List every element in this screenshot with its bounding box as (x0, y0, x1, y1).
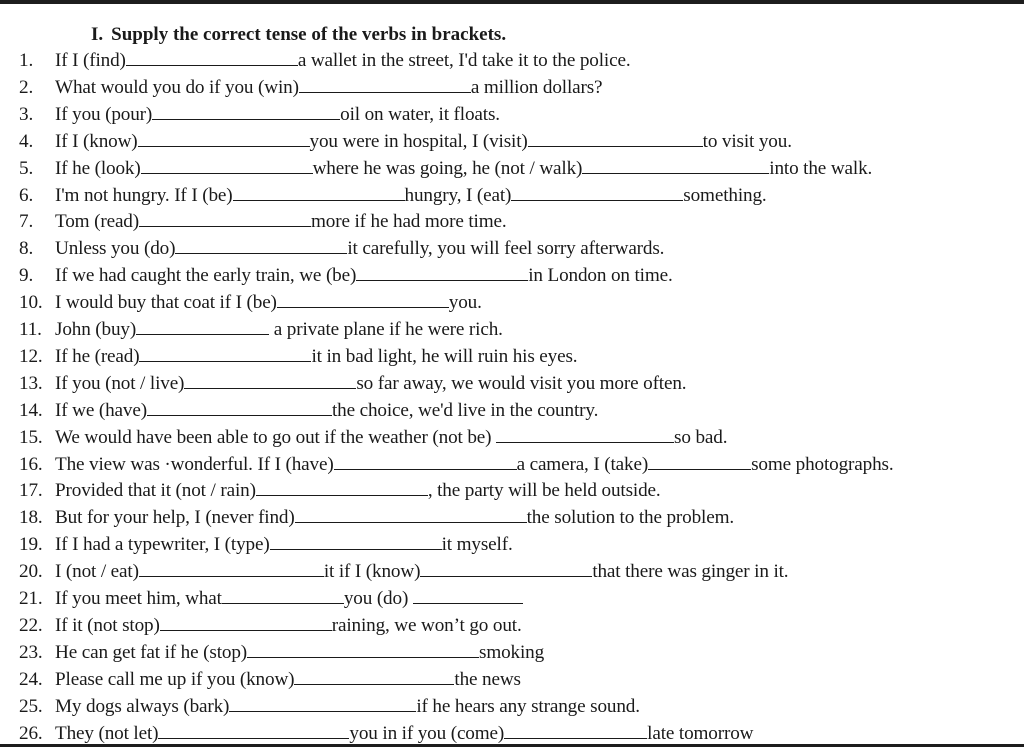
sentence-text: the solution to the problem. (526, 507, 734, 529)
answer-blank[interactable] (233, 185, 405, 201)
answer-blank[interactable] (511, 185, 683, 201)
item-number: 11. (19, 319, 42, 340)
answer-blank[interactable] (175, 238, 347, 254)
sentence-text: a wallet in the street, I'd take it to the police. (297, 50, 631, 71)
sentence-text: If you (not / live) (55, 372, 185, 394)
sentence-text: that there was ginger in it. (592, 561, 789, 583)
sentence-text: more if he had more time. (311, 211, 507, 233)
item-number: 7. (19, 211, 34, 233)
sentence-text: you. (448, 292, 482, 314)
sentence-text: where he was going, he (not / walk) (312, 157, 583, 179)
item-sentence (55, 561, 788, 583)
sentence-text: so far away, we would visit you more often. (356, 372, 687, 394)
sentence-text: it myself. (441, 534, 513, 556)
item-sentence (55, 615, 522, 637)
answer-blank[interactable] (294, 669, 454, 685)
sentence-text: you in if you (come) (349, 722, 505, 744)
sentence-text: in London on time. (528, 265, 673, 287)
answer-blank[interactable] (147, 400, 332, 416)
item-sentence (55, 373, 686, 395)
answer-blank[interactable] (295, 507, 527, 523)
sentence-text: a private plane if he were rich. (269, 319, 503, 340)
sentence-text: What would you do if you (win) (55, 76, 299, 98)
sentence-text: Unless you (do) (55, 238, 176, 260)
answer-blank[interactable] (413, 588, 523, 604)
answer-blank[interactable] (136, 319, 269, 335)
sentence-text: If I (know) (55, 130, 138, 152)
sentence-text: you (do) (343, 588, 413, 609)
item-number: 1. (19, 50, 34, 71)
sentence-text: The view was ·wonderful. If I (have) (55, 453, 334, 475)
item-number: 2. (19, 76, 34, 98)
item-sentence (55, 50, 631, 72)
item-sentence (55, 723, 753, 745)
item-sentence (55, 346, 577, 368)
sentence-text: it if I (know) (323, 561, 421, 583)
answer-blank[interactable] (126, 50, 298, 66)
answer-blank[interactable] (141, 158, 313, 174)
item-sentence (55, 400, 598, 422)
item-number: 12. (19, 345, 43, 367)
item-number: 13. (19, 372, 43, 394)
sentence-text: so bad. (674, 426, 728, 448)
sentence-text: some photographs. (751, 453, 894, 475)
answer-blank[interactable] (160, 615, 332, 631)
item-number: 21. (19, 588, 43, 609)
sentence-text: hungry, I (eat) (404, 184, 512, 206)
item-sentence (55, 104, 500, 126)
item-sentence (55, 131, 792, 153)
sentence-text: My dogs always (bark) (55, 695, 230, 717)
sentence-text: the choice, we'd live in the country. (331, 399, 599, 421)
item-number: 16. (19, 453, 43, 475)
sentence-text: into the walk. (769, 157, 873, 179)
sentence-text: Tom (read) (55, 211, 139, 233)
item-sentence (55, 588, 523, 610)
item-number: 24. (19, 668, 43, 690)
answer-blank[interactable] (158, 723, 349, 739)
sentence-text: John (buy) (55, 319, 137, 340)
sentence-text: I (not / eat) (55, 561, 139, 583)
answer-blank[interactable] (247, 642, 479, 658)
item-number: 25. (19, 695, 43, 717)
sentence-text: He can get fat if he (stop) (55, 641, 248, 663)
sentence-text: If I (find) (55, 50, 126, 71)
item-sentence (55, 669, 521, 691)
item-number: 20. (19, 561, 43, 583)
worksheet-title (91, 24, 506, 46)
answer-blank[interactable] (356, 265, 528, 281)
answer-blank[interactable] (222, 588, 344, 604)
item-sentence (55, 292, 482, 314)
answer-blank[interactable] (184, 373, 356, 389)
section-number: I. (91, 24, 104, 45)
item-sentence (55, 238, 664, 260)
sentence-text: I'm not hungry. If I (be) (55, 184, 233, 206)
item-sentence (55, 158, 872, 180)
sentence-text: They (not let) (55, 722, 159, 744)
sentence-text: raining, we won’t go out. (331, 614, 522, 636)
item-number: 9. (19, 265, 34, 287)
item-number: 10. (19, 292, 43, 314)
answer-blank[interactable] (582, 158, 769, 174)
item-number: 17. (19, 480, 43, 502)
sentence-text: If he (look) (55, 157, 141, 179)
sentence-text: late tomorrow (647, 722, 754, 744)
item-sentence (55, 211, 507, 233)
item-sentence (55, 265, 673, 287)
item-number: 22. (19, 614, 43, 636)
sentence-text: If you (pour) (55, 103, 153, 125)
item-number: 15. (19, 426, 43, 448)
answer-blank[interactable] (277, 292, 449, 308)
answer-blank[interactable] (528, 131, 703, 147)
answer-blank[interactable] (334, 454, 517, 470)
answer-blank[interactable] (139, 211, 311, 227)
item-number: 8. (19, 238, 34, 260)
answer-blank[interactable] (504, 723, 647, 739)
sentence-text: If you meet him, what (55, 588, 222, 609)
sentence-text: , the party will be held outside. (427, 480, 661, 502)
sentence-text: If we (have) (55, 399, 147, 421)
sentence-text: you were in hospital, I (visit) (309, 130, 528, 152)
item-sentence (55, 454, 893, 476)
answer-blank[interactable] (139, 346, 311, 362)
item-number: 5. (19, 157, 34, 179)
sentence-text: it in bad light, he will ruin his eyes. (311, 345, 578, 367)
sentence-text: If we had caught the early train, we (be) (55, 265, 357, 287)
sentence-text: Provided that it (not / rain) (55, 480, 256, 502)
sentence-text: But for your help, I (never find) (55, 507, 295, 529)
answer-blank[interactable] (138, 131, 310, 147)
item-sentence (55, 696, 640, 718)
top-border (0, 0, 1024, 4)
item-sentence (55, 427, 727, 449)
item-sentence (55, 185, 767, 207)
sentence-text: the news (454, 668, 521, 690)
sentence-text: If he (read) (55, 345, 140, 367)
item-number: 19. (19, 534, 43, 556)
item-sentence (55, 507, 734, 529)
item-number: 14. (19, 399, 43, 421)
sentence-text: I would buy that coat if I (be) (55, 292, 277, 314)
sentence-text: oil on water, it floats. (340, 103, 500, 125)
answer-blank[interactable] (270, 534, 442, 550)
item-number: 23. (19, 641, 43, 663)
answer-blank[interactable] (496, 427, 674, 443)
item-sentence (55, 319, 503, 341)
answer-blank[interactable] (648, 454, 751, 470)
item-sentence (55, 480, 661, 502)
answer-blank[interactable] (420, 561, 592, 577)
answer-blank[interactable] (299, 77, 471, 93)
item-sentence (55, 534, 513, 556)
item-sentence (55, 77, 602, 99)
item-sentence (55, 642, 544, 664)
answer-blank[interactable] (256, 480, 428, 496)
answer-blank[interactable] (229, 696, 416, 712)
sentence-text: a million dollars? (470, 76, 603, 98)
item-number: 26. (19, 722, 43, 744)
instruction-text: Supply the correct tense of the verbs in brackets. (111, 24, 507, 45)
answer-blank[interactable] (152, 104, 340, 120)
sentence-text: We would have been able to go out if the weather (not be) (55, 426, 497, 448)
sentence-text: it carefully, you will feel sorry afterwards. (347, 238, 665, 260)
item-number: 6. (19, 184, 34, 206)
sentence-text: a camera, I (take) (516, 453, 649, 475)
item-number: 3. (19, 103, 34, 125)
sentence-text: if he hears any strange sound. (416, 695, 640, 717)
item-number: 18. (19, 507, 43, 529)
answer-blank[interactable] (139, 561, 324, 577)
sentence-text: Please call me up if you (know) (55, 668, 295, 690)
sentence-text: to visit you. (702, 130, 792, 152)
sentence-text: smoking (479, 641, 545, 663)
sentence-text: something. (683, 184, 767, 206)
sentence-text: If I had a typewriter, I (type) (55, 534, 270, 556)
sentence-text: If it (not stop) (55, 614, 160, 636)
item-number: 4. (19, 130, 34, 152)
